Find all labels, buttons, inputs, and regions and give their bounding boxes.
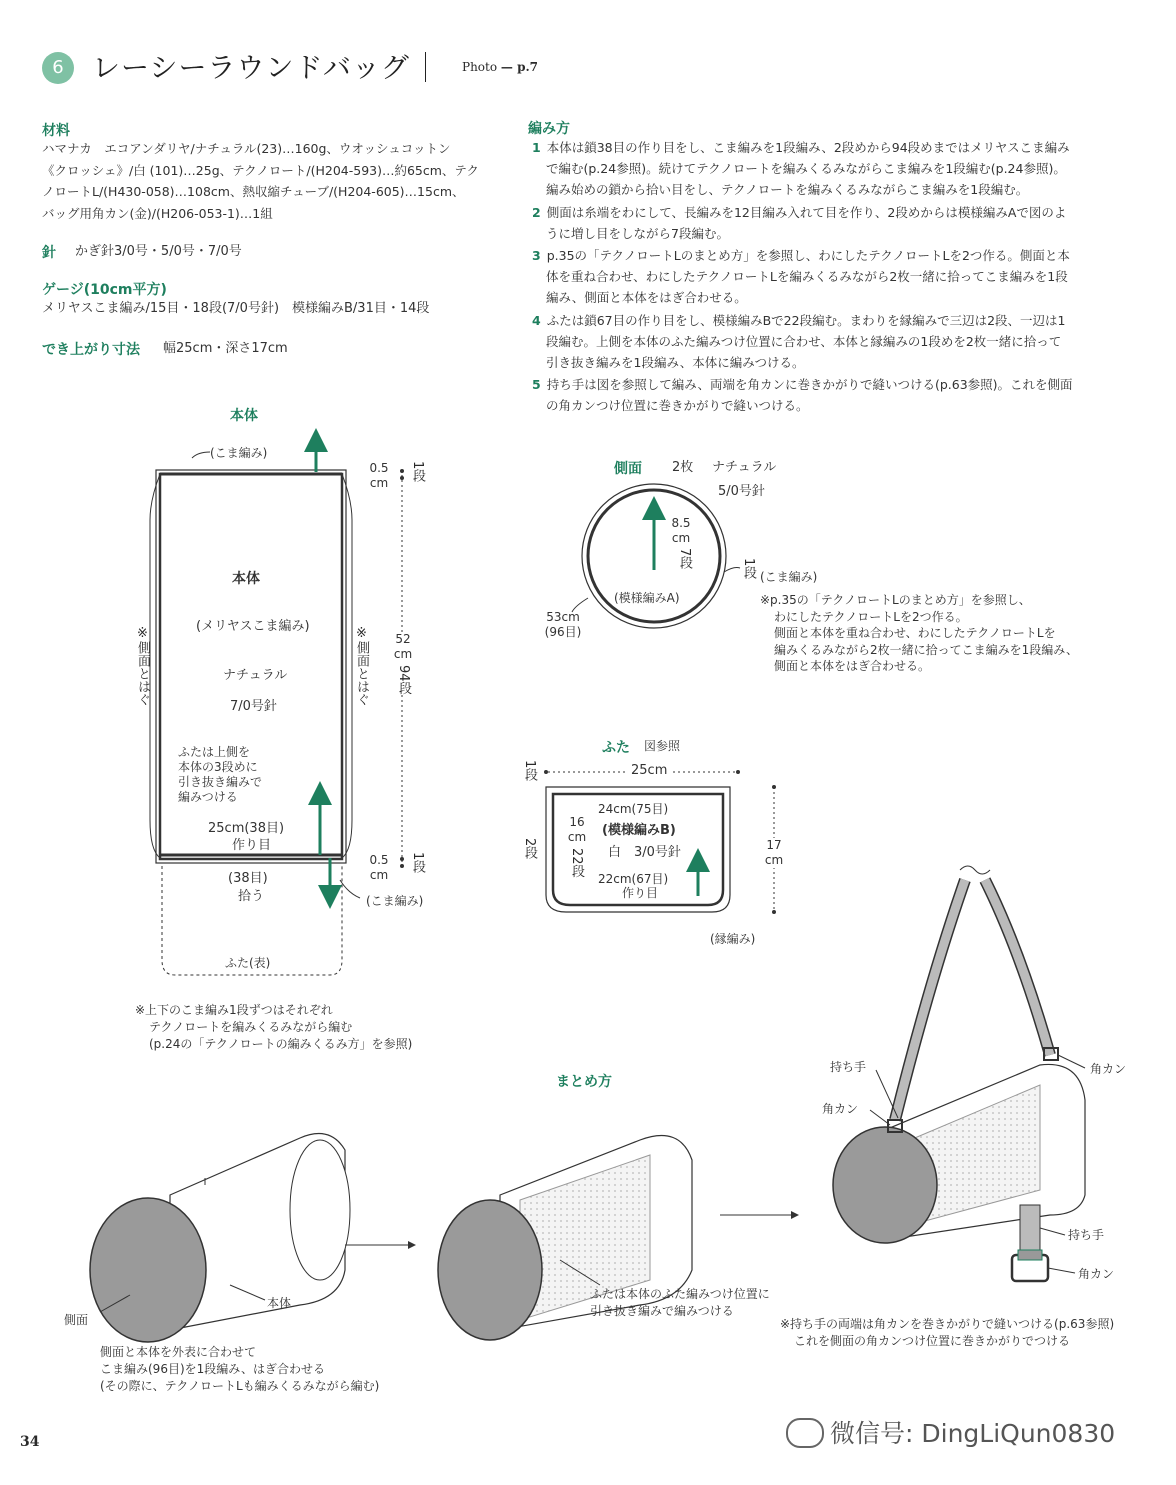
step-line: 編み、側面と本体をはぎ合わせる。 [546,290,747,305]
dim-value: 53cm [546,610,580,624]
step-line: 持ち手は図を参照して編み、両端を角カンに巻きかがりで縫いつける(p.63参照)。これを側面 [546,377,1073,392]
side-edge-rows: 1段 [741,558,756,580]
lid-top-rows: 1段 [522,760,537,782]
note-line: 編みつける [178,790,238,804]
side-note [760,592,1078,675]
step-number: 5 [532,377,541,392]
step-line: 体を重ね合わせ、わにしたテクノロートLを編みくるみながら2枚一緒に拾ってこま編みを1段 [546,269,1068,284]
materials-line: ノロートL/(H430-058)…108cm、熱収縮チューブ/(H204-605)…15cm、 [42,184,465,199]
wechat-icon [786,1418,824,1448]
dim-count: (96目) [544,625,582,639]
body-right-seam-label: ※側面とはぐ [354,626,369,706]
step-line: 引き抜き編みを1段編み、本体に編みつける。 [546,355,805,370]
dim-unit: cm [671,531,691,545]
pattern-number-badge: 6 [42,52,74,84]
dim-value: 16 [569,815,585,829]
lid-inner-bottom: 22cm(67目) [598,872,669,886]
dim-unit: cm [764,853,784,867]
lid-yarn: 白 3/0号針 [608,845,681,860]
method-heading: 編み方 [528,121,570,137]
body-bottom-dim [368,853,390,883]
side-stitch: (模様編みA) [614,591,680,605]
note-line: 本体の3段めに [178,760,258,774]
materials-line: バッグ用角カン(金)/(H206-053-1)…1組 [42,205,273,221]
body-start-chain: 作り目 [232,838,272,853]
step-line: 段編む。上側を本体のふた編みつけ位置に合わせ、本体と縁編みの1段めを2枚一緒に拾って [546,334,1062,349]
needle-text: かぎ針3/0号・5/0号・7/0号 [75,244,242,259]
lid-width: 25cm [628,762,670,780]
assembly-note-3 [780,1316,1114,1350]
note-line: ※上下のこま編み1段ずつはそれぞれ [135,1003,333,1017]
note-line: ※持ち手の両端は角カンを巻きかがりで縫いつける(p.63参照) [780,1317,1115,1331]
step-line: ふたは鎖67目の作り目をし、模様編みBで22段編む。まわりを縁編みで三辺は2段、一辺は1 [546,313,1066,328]
lid-position-label: ふた(表) [225,956,271,970]
dim-value: 8.5 [671,516,691,530]
step-number: 4 [532,313,541,328]
dim-unit: cm [393,647,413,661]
lid-left-height [564,815,590,845]
dim-value: 0.5 [369,853,389,867]
gauge-heading: ゲージ(10cm平方) [42,282,167,298]
lid-ref: 図参照 [644,739,681,753]
body-name: 本体 [232,571,260,587]
side-edge-label: (こま編み) [760,570,818,584]
body-left-seam-label: ※側面とはぐ [135,626,150,706]
note-line: 引き抜き編みで [178,775,263,789]
dim-value: 52 [395,632,411,646]
side-radius-dim [664,516,698,546]
note-line: (その際に、テクノロートLも編みくるみながら編む) [100,1379,380,1393]
body-footnote [135,1002,412,1053]
step-line: 側面は糸端をわにして、長編みを12目編み入れて目を作り、2段めからは模様編みAで図のよ [546,205,1067,220]
step-number: 2 [532,205,541,220]
note-line: これを側面の角カンつけ位置に巻きかがりでつける [794,1334,1071,1348]
lid-edge-label: (縁編み) [710,932,756,946]
note-line: こま編み(96目)を1段編み、はぎ合わせる [100,1362,325,1376]
dim-value: 17 [766,838,782,852]
step-number: 1 [532,140,541,155]
side-color: ナチュラル [712,460,777,475]
step-line: の角カンつけ位置に巻きかがりで縫いつける。 [546,398,809,413]
watermark: 微信号: DingLiQun0830 [830,1419,1116,1448]
body-bottom-rows: 1段 [410,852,425,874]
dim-unit: cm [369,476,389,490]
detail-handle-label: 持ち手 [1068,1228,1105,1242]
body-top-dim [368,461,390,491]
assembly-step-1 [90,1134,412,1342]
lid-stitch: (模様編みB) [602,823,676,838]
assembly-body-label: 本体 [267,1296,292,1310]
note-line: テクノロートを編みくるみながら編む [149,1020,353,1034]
lid-left-rows: 22段 [569,848,584,878]
body-diagram-title: 本体 [230,408,258,424]
lid-inner-top: 24cm(75目) [598,802,669,816]
lid-diagram-title: ふた [602,740,630,756]
dim-unit: cm [369,868,389,882]
note-line: わにしたテクノロートLを2つ作る。 [774,609,968,624]
note-line: ふたは上側を [178,745,251,759]
photo-page: — p.7 [500,60,539,74]
body-stitch: (メリヤスこま編み) [196,619,310,634]
body-color: ナチュラル [223,668,288,683]
dim-value: 0.5 [369,461,389,475]
assembly-side-label: 側面 [64,1313,89,1327]
assembly-step-3 [833,866,1085,1243]
body-height-dim [389,632,417,662]
step-line: 編み始めの鎖から拾い目をし、テクノロートを編みくるみながらこま編みを1段編む。 [546,182,1029,197]
note-line: (p.24の「テクノロートの編みくるみ方」を参照) [149,1037,413,1051]
materials-line: 《クロッシェ》/白 (101)…25g、テクノロート/(H204-593)…約65cm、テク [42,162,479,178]
note-line: 側面と本体を重ね合わせ、わにしたテクノロートLを [774,626,1056,640]
body-lid-note [178,745,262,805]
body-top-edge-label: (こま編み) [210,446,268,460]
note-line: 側面と本体を外表に合わせて [100,1345,257,1359]
step-line: で編む(p.24参照)。続けてテクノロートを編みくるみながらこま編みを1段編む(p.24参照)。 [546,161,1066,176]
body-width: 25cm(38目) [208,821,285,836]
assembly-handle-label: 持ち手 [830,1060,867,1074]
body-pick-count: (38目) [228,871,268,886]
materials-heading: 材料 [42,123,70,139]
gauge-text: メリヤスこま編み/15目・18段(7/0号針) 模様編みB/31目・14段 [42,301,430,316]
needle-heading: 針 [42,245,56,261]
dim-unit: cm [567,830,587,844]
step-line: p.35の「テクノロートLのまとめ方」を参照し、わにしたテクノロートLを2つ作る。側面と本 [546,248,1070,263]
note-line: 引き抜き編みで編みつける [590,1304,734,1318]
photo-label: Photo [462,60,498,74]
assembly-note-2 [590,1286,770,1320]
page-number: 34 [20,1434,40,1450]
assembly-ring-right-label: 角カン [1090,1062,1127,1076]
side-circle [572,484,740,628]
detail-ring-label: 角カン [1078,1267,1115,1281]
assembly-ring-left-label: 角カン [822,1102,859,1116]
note-line: 編みくるみながら2枚一緒に拾ってこま編みを1段編み、 [774,642,1078,657]
assembly-title: まとめ方 [556,1074,612,1090]
body-height-rows: 94段 [396,665,411,695]
note-line: ※p.35の「テクノロートLのまとめ方」を参照し、 [760,593,1031,607]
body-pick: 拾う [238,889,265,904]
lid-side-rows: 2段 [522,838,537,860]
side-circumference [540,610,586,640]
step-line: 本体は鎖38目の作り目をし、こま編みを1段編み、2段めから94段めまではメリヤスこま編み [546,140,1070,155]
finished-size-heading: でき上がり寸法 [42,342,140,358]
lid-start-chain: 作り目 [622,886,659,900]
body-bottom-edge-label: (こま編み) [366,894,424,908]
body-top-rows: 1段 [410,461,425,483]
side-count: 2枚 [672,460,694,475]
finished-size-text: 幅25cm・深さ17cm [163,341,288,356]
materials-line: ハマナカ エコアンダリヤ/ナチュラル(23)…160g、ウオッシュコットン [42,141,451,156]
note-line: ふたは本体のふた編みつけ位置に [590,1287,770,1301]
step-number: 3 [532,248,541,263]
body-needle: 7/0号針 [230,699,277,714]
side-needle: 5/0号針 [718,484,765,499]
page-title: レーシーラウンドバッグ [92,51,410,84]
step-line: うに増し目をしながら7段編む。 [546,226,729,241]
side-radius-rows: 7段 [677,548,692,570]
lid-height [762,838,786,868]
assembly-note-1 [100,1344,379,1395]
note-line: 側面と本体をはぎ合わせる。 [774,659,931,673]
side-diagram-title: 側面 [614,461,642,477]
